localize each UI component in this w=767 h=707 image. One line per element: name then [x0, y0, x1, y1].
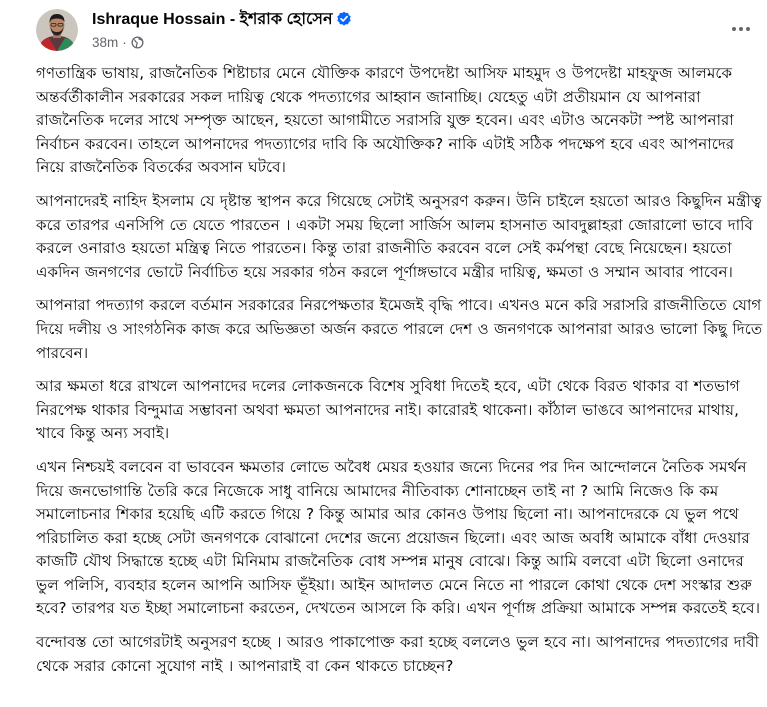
post-paragraph-1: গণতান্ত্রিক ভাষায়, রাজনৈতিক শিষ্টাচার মেনে যৌক্তিক কারণে উপদেষ্টা আসিফ মাহমুদ ও উপদেষ্টা মাহফুজ আলমকে অন্তর্বর্তীকালীন সরকারের সকল দায়িত্ব থেকে পদত্যাগের আহ্বান জানাচ্ছি। যেহেতু এটা প্রতীয়মান যে আপনারা রাজনৈতিক দলের সাথে সম্পৃক্ত আছেন, হয়তো আগামীতে সরাসরি যুক্ত হবেন। এবং এটাও অনেকটা স্পষ্ট আপনারা নির্বাচন করবেন। তাহলে আপনাদের পদত্যাগের দাবি কি অযৌক্তিক? নাকি এটাই সঠিক পদক্ষেপ হবে এবং আপনাদের নিয়ে রাজনৈতিক বিতর্কের অবসান ঘটবে। — [36, 64, 735, 177]
avatar-image — [36, 9, 78, 51]
more-dot — [732, 27, 736, 31]
post-body — [36, 62, 764, 688]
post-paragraph-3: আপনারা পদত্যাগ করলে বর্তমান সরকারের নিরপেক্ষতার ইমেজই বৃদ্ধি পাবে। এখনও মনে করি সরাসরি রাজনীতিতে যোগ দিয়ে দলীয় ও সাংগঠনিক কাজ করে অভিজ্ঞতা অর্জন করতে পারলে দেশ ও জনগণকে আপনারা আরও ভালো কিছু দিতে পারবেন। — [36, 296, 763, 362]
post-header — [0, 0, 767, 60]
author-name[interactable] — [92, 9, 352, 31]
verified-badge-icon — [336, 11, 352, 34]
author-avatar[interactable] — [36, 9, 78, 51]
more-dot — [739, 27, 743, 31]
post-meta — [92, 33, 144, 53]
more-options-icon[interactable] — [726, 14, 756, 44]
post-timestamp[interactable]: 38m — [92, 35, 119, 50]
author-name-text[interactable]: Ishraque Hossain - ইশরাক হোসেন — [92, 11, 333, 28]
post-paragraph-2: আপনাদেরই নাহিদ ইসলাম যে দৃষ্টান্ত স্থাপন করে গিয়েছে সেটাই অনুসরণ করুন। উনি চাইলে হয়তো আরও কিছুদিন মন্ত্রীত্ব করে তারপর এনসিপি তে যেতে পারতেন । একটা সময় ছিলো সার্জিস আলম হাসনাত আবদুল্লাহরা জোরালো ভাবে দাবি করলে ওনারাও হয়তো মন্ত্রিত্ব নিতে পারতেন। কিন্তু তারা রাজনীতি করবেন বলে সেই কর্মপন্থা বেছে নিয়েছেন। হয়তো একদিন জনগণের ভোটে নির্বাচিত হয়ে সরকার গঠন করলে পূর্ণাঙ্গভাবে মন্ত্রীর দায়িত্ব, ক্ষমতা ও সম্মান আবার পাবেন। — [36, 191, 762, 281]
more-dot — [746, 27, 750, 31]
post-paragraph-6: বন্দোবস্ত তো আগেরটাই অনুসরণ হচ্ছে । আরও পাকাপোক্ত করা হচ্ছে বললেও ভুল হবে না। আপনাদের পদত্যাগের দাবী থেকে সরার কোনো সুযোগ নাই । আপনারাই বা কেন থাকতে চাচ্ছেন? — [36, 633, 759, 675]
meta-separator: · — [122, 35, 127, 50]
post-paragraph-4: আর ক্ষমতা ধরে রাখলে আপনাদের দলের লোকজনকে বিশেষ সুবিধা দিতেই হবে, এটা থেকে বিরত থাকার বা শতভাগ নিরপেক্ষ থাকার বিন্দুমাত্র সম্ভাবনা অথবা ক্ষমতা আপনাদের নাই। কারোরই থাকেনা। কাঁঠাল ভাঙবে আপনাদের মাথায়, খাবে কিন্তু অন্য সবাই। — [36, 377, 740, 443]
post-paragraph-5: এখন নিশ্চয়ই বলবেন বা ভাববেন ক্ষমতার লোভে অবৈধ মেয়র হওয়ার জন্যে দিনের পর দিন আন্দোলনে নৈতিক সমর্থন দিয়ে জনভোগান্তি তৈরি করে নিজেকে সাধু বানিয়ে আমাদের নীতিবাক্য শোনাচ্ছেন তাই না ? আমি নিজেও কি কম সমালোচনার শিকার হয়েছি এটি করতে গিয়ে ? কিন্তু আমার আর কোনও উপায় ছিলো না। আপনাদেরকে যে ভুল পথে পরিচালিত করা হচ্ছে সেটা জনগণকে বোঝানো দেশের জন্যে প্রয়োজন ছিলো। এবং আজ অবধি আমাকে বাঁধা দেওয়ার কাজটি যৌথ সিদ্ধান্তে হচ্ছে এটা মিনিমাম রাজনৈতিক বোধ সম্পন্ন মানুষ বোঝে। কিন্তু আমি বলবো এটা ছিলো ওনাদের ভুল পলিসি, ব্যবহার হলেন আপনি আসিফ ভূঁইয়া। আইন আদালত মেনে নিতে না পারলে কোথা থেকে দেশ সংস্কার শুরু হবে? তারপর যত ইচ্ছা সমালোচনা করতেন, দেখতেন আসলে কি করি। এখন পূর্ণাঙ্গ প্রক্রিয়া আমাকে সম্পন্ন করতেই হবে। — [36, 457, 760, 618]
globe-icon[interactable] — [131, 35, 144, 55]
